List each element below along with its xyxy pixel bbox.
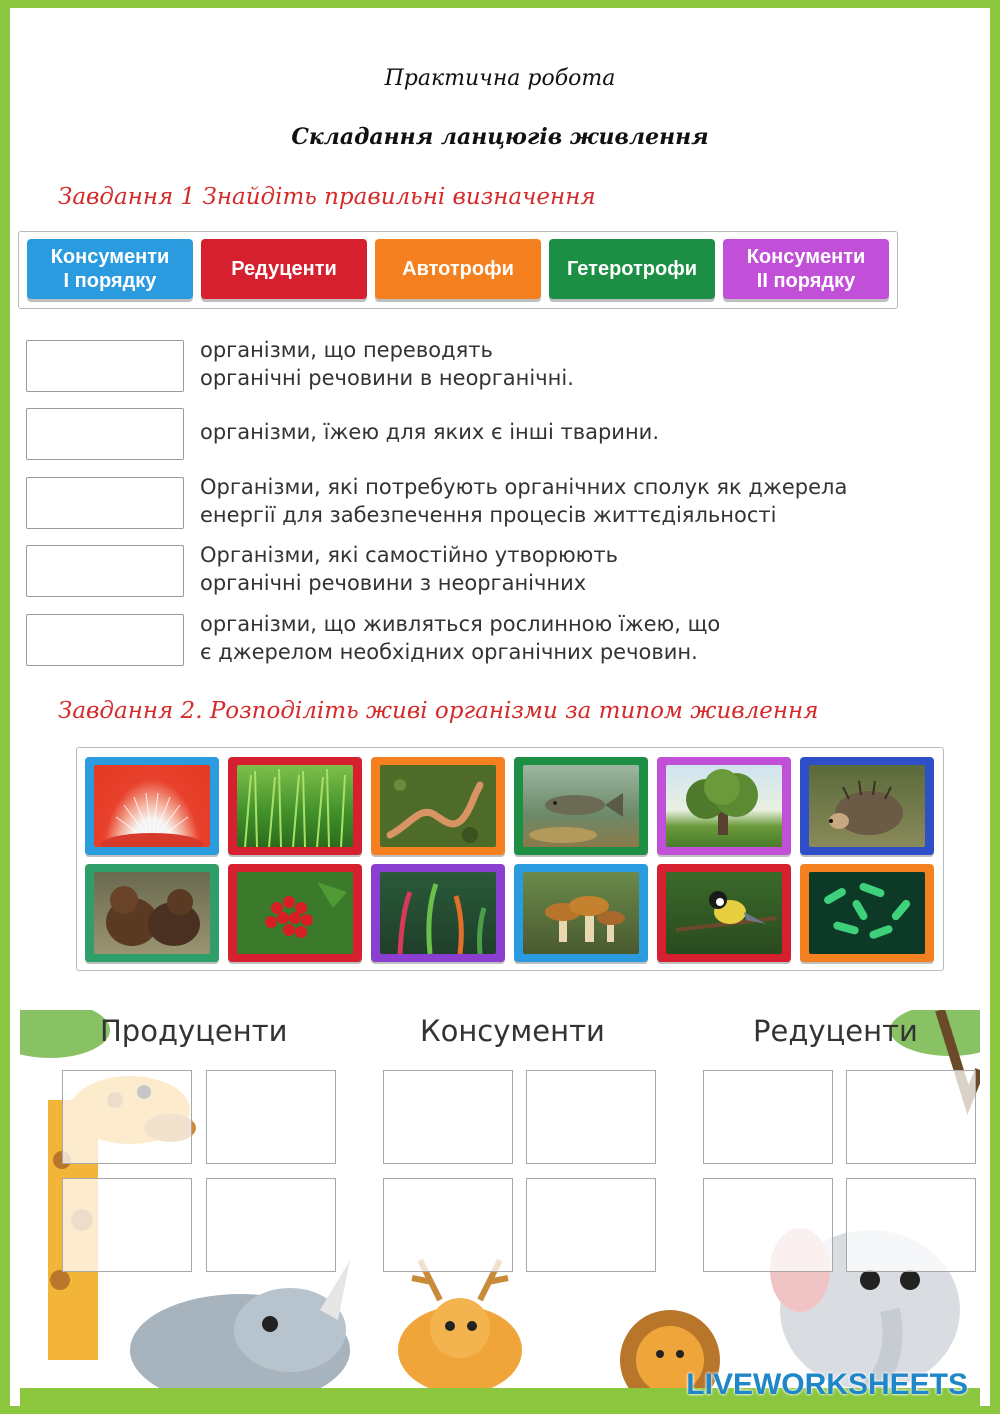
liveworksheets-logo: LIVEWORKSHEETS xyxy=(686,1368,968,1401)
answer-drop-box[interactable] xyxy=(26,477,184,529)
answer-drop-box[interactable] xyxy=(26,614,184,666)
chip-decomposers[interactable]: Редуценти xyxy=(201,239,367,299)
drop-zone-producers[interactable] xyxy=(62,1070,192,1164)
drop-zone-decomposers[interactable] xyxy=(703,1070,833,1164)
titmouse-photo-icon xyxy=(666,872,782,954)
answer-drop-box[interactable] xyxy=(26,408,184,460)
definition-row xyxy=(26,473,926,529)
drop-zone-producers[interactable] xyxy=(206,1070,336,1164)
drop-zone-consumers[interactable] xyxy=(383,1070,513,1164)
chip-consumers-second-order[interactable]: Консументи ІІ порядку xyxy=(723,239,889,299)
fish-photo-icon xyxy=(523,765,639,847)
tree-photo-icon xyxy=(666,765,782,847)
tile-earthworm[interactable] xyxy=(371,757,505,855)
mushrooms-photo-icon xyxy=(523,872,639,954)
definition-row xyxy=(26,541,926,597)
grass-photo-icon xyxy=(237,765,353,847)
definition-text: організми, їжею для яких є інші тварини. xyxy=(200,420,659,444)
tile-viburnum-berries[interactable] xyxy=(228,864,362,962)
earthworm-photo-icon xyxy=(380,765,496,847)
drop-zone-decomposers[interactable] xyxy=(703,1178,833,1272)
tile-titmouse[interactable] xyxy=(657,864,791,962)
drop-zone-decomposers[interactable] xyxy=(846,1070,976,1164)
drop-zone-consumers[interactable] xyxy=(526,1178,656,1272)
task2-heading: Завдання 2. Розподіліть живі організми за типом живлення xyxy=(58,698,819,724)
hedgehog-photo-icon xyxy=(809,765,925,847)
tile-bacteria[interactable] xyxy=(800,864,934,962)
definition-row xyxy=(26,336,926,392)
organism-tile-tray xyxy=(76,747,944,971)
drop-zone-consumers[interactable] xyxy=(383,1178,513,1272)
tile-mushrooms[interactable] xyxy=(514,864,648,962)
definition-text: організми, що живляться рослинною їжею, що є джерелом необхідних органічних речовин. xyxy=(200,612,721,664)
page-title: Практична робота xyxy=(384,66,616,91)
tile-grass[interactable] xyxy=(228,757,362,855)
tile-tree[interactable] xyxy=(657,757,791,855)
task1-heading: Завдання 1 Знайдіть правильні визначення xyxy=(58,184,596,210)
chip-consumers-first-order[interactable]: Консументи І порядку xyxy=(27,239,193,299)
drop-zone-producers[interactable] xyxy=(62,1178,192,1272)
tile-aquarium-plants[interactable] xyxy=(371,864,505,962)
definition-text: Організми, які потребують органічних сполук як джерела енергії для забезпечення процесів життєдіяльності xyxy=(200,475,848,527)
page-subtitle: Складання ланцюгів живлення xyxy=(291,124,709,150)
tile-bears[interactable] xyxy=(85,864,219,962)
tile-mold[interactable] xyxy=(85,757,219,855)
answer-drop-box[interactable] xyxy=(26,340,184,392)
category-label-decomposers: Редуценти xyxy=(753,1014,918,1048)
bacteria-photo-icon xyxy=(809,872,925,954)
category-label-producers: Продуценти xyxy=(100,1014,288,1048)
tile-hedgehog[interactable] xyxy=(800,757,934,855)
drop-zone-consumers[interactable] xyxy=(526,1070,656,1164)
definition-row xyxy=(26,404,926,460)
term-chip-tray xyxy=(18,231,898,309)
definition-text: організми, що переводять органічні речовини в неорганічні. xyxy=(200,338,574,390)
chip-autotrophs[interactable]: Автотрофи xyxy=(375,239,541,299)
mold-photo-icon xyxy=(94,765,210,847)
category-label-consumers: Консументи xyxy=(420,1014,605,1048)
aquarium-plants-photo-icon xyxy=(380,872,496,954)
tile-fish[interactable] xyxy=(514,757,648,855)
worksheet-page xyxy=(10,8,990,1406)
sorting-scene xyxy=(20,1010,980,1406)
definition-text: Організми, які самостійно утворюють органічні речовини з неорганічних xyxy=(200,543,618,595)
chip-heterotrophs[interactable]: Гетеротрофи xyxy=(549,239,715,299)
bears-photo-icon xyxy=(94,872,210,954)
drop-zone-producers[interactable] xyxy=(206,1178,336,1272)
answer-drop-box[interactable] xyxy=(26,545,184,597)
viburnum-berries-photo-icon xyxy=(237,872,353,954)
definition-row xyxy=(26,610,926,666)
drop-zone-decomposers[interactable] xyxy=(846,1178,976,1272)
